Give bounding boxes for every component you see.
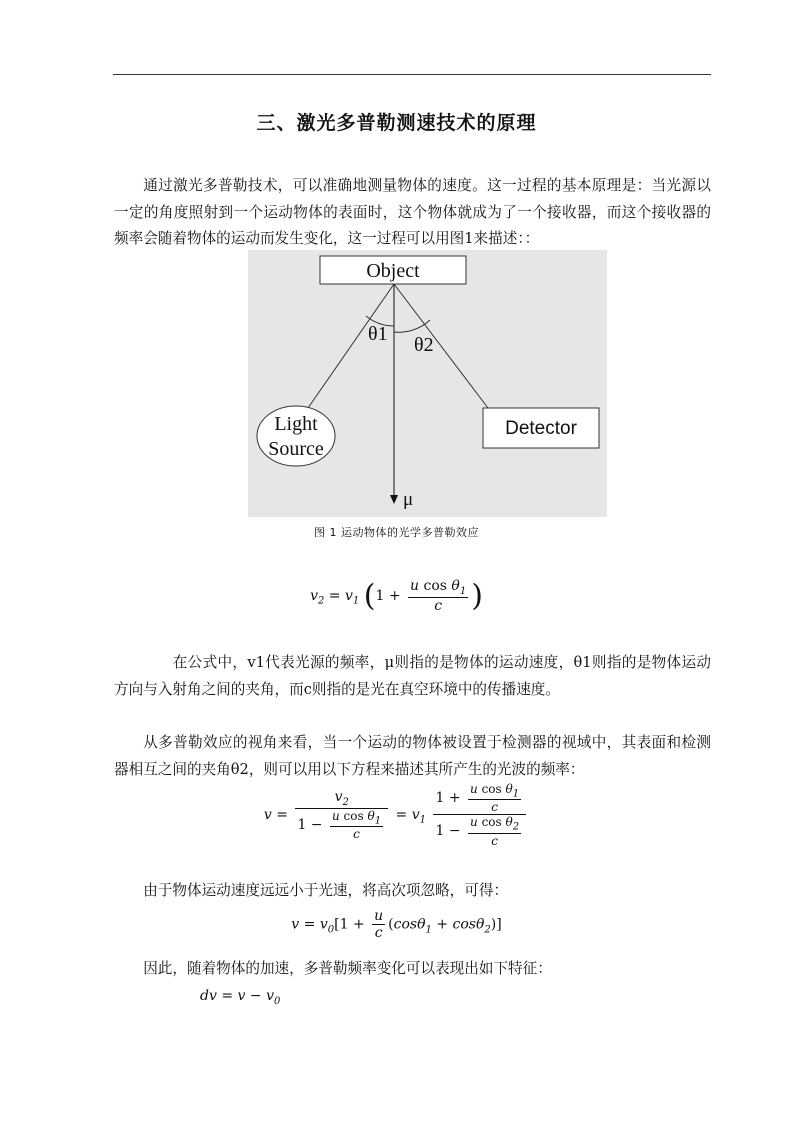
incident-ray <box>308 284 394 408</box>
theta1-label: θ1 <box>368 323 388 345</box>
reflected-ray <box>394 284 488 408</box>
theta2-label: θ2 <box>414 334 434 356</box>
equation-1: $v_2 = v_1$ (1 + $\frac{u \cos \theta_1}{c}$ ) <box>310 578 483 614</box>
figure-caption: 图 1 运动物体的光学多普勒效应 <box>314 526 479 539</box>
equation-2: v = $v_2$ 1 − $\frac{u \cos \theta_1}{c}$ = $v_1$ 1 + $\frac{u \cos \theta_1}{c}$ 1 − $\frac{u \cos \theta_2}{c}$ <box>0 782 793 848</box>
conclusion-paragraph: 因此，随着物体的加速，多普勒频率变化可以表现出如下特征： <box>143 960 552 977</box>
detector-label: Detector <box>505 418 577 439</box>
variables-text: 在公式中，v1代表光源的频率，μ则指的是物体的运动速度，θ1则指的是物体运动方向与入射角之间的夹角，而c则指的是光在真空环境中的传播速度。 <box>114 654 711 698</box>
doppler-diagram <box>248 250 607 517</box>
header-rule <box>113 74 711 75</box>
light-label-line1: Light <box>274 413 318 435</box>
theta2-arc <box>394 320 430 332</box>
mu-label: μ <box>403 489 414 510</box>
equation-4: dv = $v - v_0$ <box>200 988 281 1007</box>
equation-3: $v = v_0[1$ + $\frac{u}{c}$ (cosθ$_1$ + cosθ$_2$)] <box>291 908 502 941</box>
doppler-figure <box>248 250 607 517</box>
variables-paragraph <box>114 650 711 703</box>
approximation-paragraph: 由于物体运动速度远远小于光速，将高次项忽略，可得： <box>143 882 509 899</box>
light-label-line2: Source <box>268 438 324 460</box>
intro-paragraph: 通过激光多普勒技术，可以准确地测量物体的速度。这一过程的基本原理是：当光源以一定的角度照射到一个运动物体的表面时，这个物体就成为了一个接收器，而这个接收器的频率会随着物体的运动而发生变化，这一过程可以用图1来描述：： <box>114 177 711 247</box>
detector-paragraph: 从多普勒效应的视角来看，当一个运动的物体被设置于检测器的视域中，其表面和检测器相互之间的夹角θ2，则可以用以下方程来描述其所产生的光波的频率： <box>114 734 711 778</box>
object-label: Object <box>366 260 420 282</box>
section-title: 三、激光多普勒测速技术的原理 <box>256 112 537 134</box>
